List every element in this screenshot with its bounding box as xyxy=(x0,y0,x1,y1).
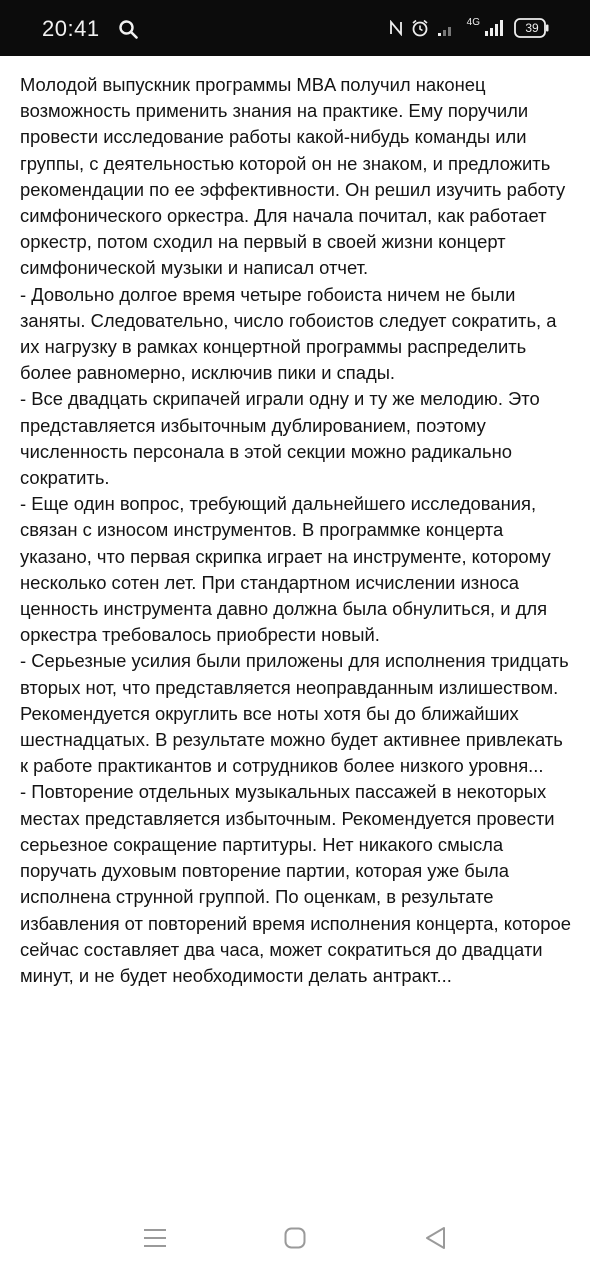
battery-level: 39 xyxy=(525,21,539,35)
message-content xyxy=(0,56,590,1198)
home-icon xyxy=(283,1226,307,1250)
search-icon xyxy=(118,19,138,39)
paragraph-repetitions: - Повторение отдельных музыкальных пассажей в некоторых местах представляется избыточным. Рекомендуется провести серьезное сокращение партитуры. Нет никакого смысла поручать духовым повторение партии, которая уже была исполнена струнной группой. По оценкам, в результате избавления от повторений время исполнения концерта, которое сейчас составляет два часа, может сократиться до двадцати минут, и не будет необходимости делать антракт... xyxy=(20,781,571,986)
status-bar xyxy=(0,0,590,56)
home-button[interactable] xyxy=(275,1218,315,1258)
battery-icon xyxy=(514,17,550,39)
paragraph-violinists: - Все двадцать скрипачей играли одну и ту же мелодию. Это представляется избыточным дублированием, поэтому численность персонала в этой секции можно радикально сократить. xyxy=(20,388,540,489)
alarm-icon xyxy=(411,19,429,37)
nfc-icon xyxy=(389,20,403,36)
menu-icon xyxy=(142,1227,168,1249)
paragraph-notes: - Серьезные усилия были приложены для исполнения тридцать вторых нот, что представляется неоправданным излишеством. Рекомендуется округлить все ноты хотя бы до ближайших шестнадцатых. В результате можно будет активнее привлекать к работе практикантов и сотрудников более низкого уровня... xyxy=(20,650,569,777)
menu-button[interactable] xyxy=(135,1218,175,1258)
status-icons xyxy=(389,16,550,40)
navigation-bar xyxy=(0,1198,590,1280)
status-time: 20:41 xyxy=(42,16,100,41)
signal-icon xyxy=(484,19,506,37)
article-text xyxy=(20,72,572,989)
paragraph-instrument-wear: - Еще один вопрос, требующий дальнейшего исследования, связан с износом инструментов. В программке концерта указано, что первая скрипка играет на инструменте, которому несколько сотен лет. При стандартном исчислении износа ценность инструмента давно должна была обнулиться, и для оркестра требовалось приобрести новый. xyxy=(20,493,551,646)
paragraph-intro: Молодой выпускник программы MBA получил наконец возможность применить знания на практике. Ему поручили провести исследование работы какой-нибудь команды или группы, с деятельностью которой он не знаком, и предложить рекомендации по ее эффективности. Он решил изучить работу симфонического оркестра. Для начала почитал, как работает оркестр, потом сходил на первый в своей жизни концерт симфонической музыки и написал отчет. xyxy=(20,74,566,279)
network-type: 4G xyxy=(466,17,480,28)
back-button[interactable] xyxy=(415,1218,455,1258)
back-icon xyxy=(423,1225,447,1251)
wifi-signal-icon xyxy=(437,19,459,37)
paragraph-oboists: - Довольно долгое время четыре гобоиста ничем не были заняты. Следовательно, число гобоистов следует сократить, а их нагрузку в рамках концертной программы распределить более равномерно, исключив пики и спады. xyxy=(20,283,557,384)
